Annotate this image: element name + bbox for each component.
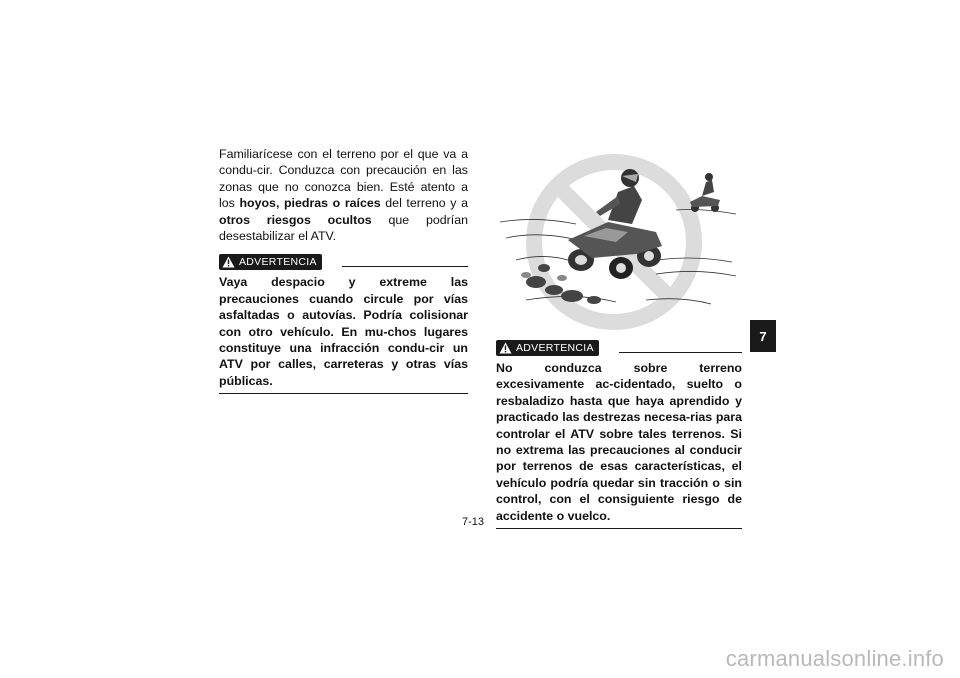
warning-end-rule: [496, 528, 742, 529]
left-column: [219, 146, 468, 394]
warning-triangle-icon: [499, 342, 512, 354]
warning-header: [496, 340, 742, 356]
page-number: 7-13: [462, 516, 485, 528]
watermark: carmanualsonline.info: [725, 646, 944, 671]
atv-prohibited-terrain-illustration: [496, 150, 746, 332]
right-column: [496, 340, 742, 529]
warning-rule: [619, 343, 742, 353]
chapter-tab: 7: [750, 320, 776, 352]
warning-triangle-icon: [222, 256, 235, 268]
warning-label: ADVERTENCIA: [239, 256, 317, 269]
warning-text: Vaya despacio y extreme las precauciones cuando circule por vías asfaltadas o autovías. Podría colisionar con otro vehículo. En mu-chos lugares constituye una infracción condu-cir un ATV por calles, carreteras y otras vías públicas.: [219, 275, 468, 388]
intro-text-3: que podrían desestabilizar el ATV.: [219, 212, 468, 244]
warning-header: [219, 254, 468, 270]
warning-rule: [342, 257, 468, 267]
intro-paragraph: [219, 146, 468, 244]
warning-label: ADVERTENCIA: [516, 342, 594, 354]
warning-badge: [496, 340, 599, 356]
warning-text: No conduzca sobre terreno excesivamente ac-cidentado, suelto o resbaladizo hasta que haya aprendido y practicado las destrezas necesa-rias para controlar el ATV sobre tales terrenos. Si no extrema las precauciones al conducir por terrenos de esas características, el vehículo podría quedar sin tracción o sin control, con el consiguiente riesgo de accidente o vuelco.: [496, 361, 742, 523]
intro-bold-hazards: hoyos, piedras o raíces: [239, 196, 381, 211]
intro-text-1: Familiarícese con el terreno por el que va a condu-cir. Conduzca con precaución en las zonas que no conozca bien. Esté atento a los: [219, 147, 468, 211]
intro-bold-hidden-risks: otros riesgos ocultos: [219, 212, 372, 227]
intro-text-2: del terreno y a: [380, 196, 468, 211]
warning-badge: [219, 254, 322, 270]
warning-end-rule: [219, 393, 468, 394]
